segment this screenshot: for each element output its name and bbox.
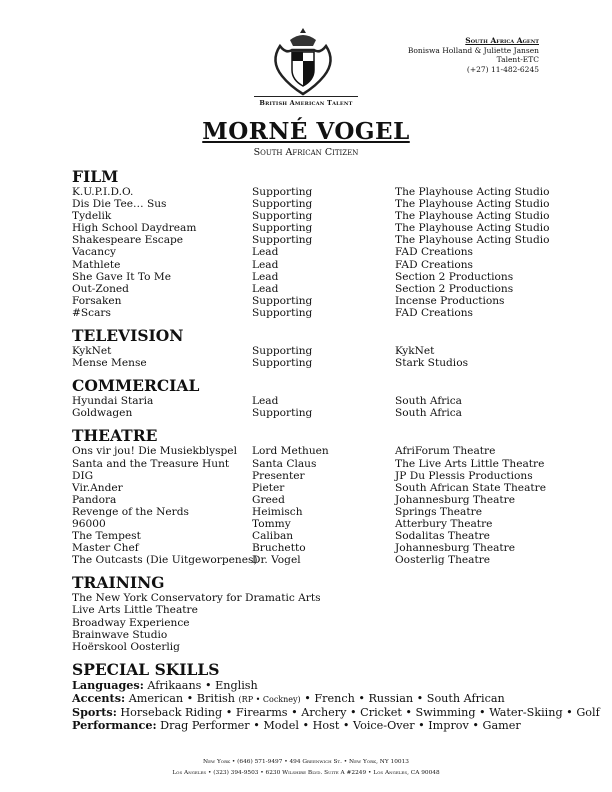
resume-body — [72, 167, 600, 741]
section-heading: THEATRE — [72, 426, 158, 446]
credit-project: #Scars — [72, 306, 111, 319]
credit-row — [72, 458, 552, 470]
languages-line — [72, 679, 552, 692]
credit-row — [72, 234, 552, 246]
credit-project: She Gave It To Me — [72, 270, 172, 283]
credit-row — [72, 283, 552, 295]
credit-role: Lead — [252, 395, 279, 408]
credit-company: Stark Studios — [395, 357, 469, 370]
credit-row — [72, 542, 552, 554]
credit-project: The Tempest — [72, 530, 141, 543]
training-item: Live Arts Little Theatre — [72, 604, 198, 617]
credit-company: The Playhouse Acting Studio — [395, 234, 550, 247]
training-item: Brainwave Studio — [72, 628, 168, 641]
credit-project: Pandora — [72, 493, 117, 506]
credit-role: Lead — [252, 282, 279, 295]
credit-company: South Africa — [395, 395, 462, 408]
credit-row — [72, 186, 552, 198]
sports-label: Sports: — [72, 705, 117, 720]
logo-divider — [254, 96, 358, 97]
credit-role: Bruchetto — [252, 542, 306, 555]
credit-role: Lead — [252, 258, 279, 271]
credit-row — [72, 307, 552, 319]
credit-project: Out-Zoned — [72, 282, 129, 295]
credit-role: Tommy — [252, 517, 291, 530]
footer — [0, 757, 612, 778]
agent-names: Boniswa Holland & Juliette Jansen — [407, 45, 539, 55]
credit-role: Pieter — [252, 481, 285, 494]
credit-project: Forsaken — [72, 294, 122, 307]
credit-project: High School Daydream — [72, 222, 197, 235]
credit-role: Dr. Vogel — [252, 554, 301, 567]
credit-role: Supporting — [252, 210, 313, 223]
credit-project: K.U.P.I.D.O. — [72, 186, 134, 198]
credit-role: Supporting — [252, 234, 313, 247]
agent-phone: (+27) 11-482-6245 — [466, 64, 539, 74]
credit-company: The Playhouse Acting Studio — [395, 198, 550, 211]
credit-company: FAD Creations — [395, 306, 473, 319]
skills-section — [72, 659, 600, 733]
section-heading: FILM — [72, 167, 119, 186]
credit-role: Supporting — [252, 198, 313, 211]
credit-row — [72, 345, 552, 357]
credit-project: Mathlete — [72, 258, 121, 271]
credit-project: Vacancy — [72, 246, 116, 259]
credit-role: Lead — [252, 270, 279, 283]
credit-company: KykNet — [395, 345, 435, 358]
credit-role: Supporting — [252, 407, 313, 420]
performance-label: Performance: — [72, 718, 157, 733]
credit-role: Supporting — [252, 222, 313, 235]
credit-role: Santa Claus — [252, 457, 317, 470]
credit-project: Dis Die Tee… Sus — [72, 198, 167, 211]
credit-project: Goldwagen — [72, 407, 133, 420]
credit-company: Johannesburg Theatre — [395, 493, 515, 506]
agent-block — [408, 36, 539, 74]
credit-row — [72, 295, 552, 307]
accents-value-2: • French • Russian • South African — [304, 692, 505, 706]
training-item: Hoërskool Oosterlig — [72, 640, 180, 653]
training-section — [72, 574, 552, 652]
credit-role: Lead — [252, 246, 279, 259]
credit-row — [72, 395, 552, 407]
credit-company: Johannesburg Theatre — [395, 542, 515, 555]
credit-company: The Playhouse Acting Studio — [395, 186, 550, 198]
actor-name: MORNÉ VOGEL — [202, 118, 410, 145]
credit-row — [72, 482, 552, 494]
credit-project: KykNet — [72, 345, 112, 358]
commercial-section — [72, 377, 552, 419]
credit-company: Springs Theatre — [395, 505, 482, 518]
credit-company: Sodalitas Theatre — [395, 530, 490, 543]
credit-project: The Outcasts (Die Uitgeworpenes) — [72, 554, 258, 567]
crest-logo — [268, 26, 338, 96]
theatre-section — [72, 427, 552, 566]
credit-row — [72, 259, 552, 271]
credit-role: Presenter — [252, 469, 305, 482]
performance-line — [72, 719, 552, 732]
accents-label: Accents: — [72, 691, 126, 706]
section-heading: COMMERCIAL — [72, 376, 200, 396]
credit-row — [72, 518, 552, 530]
credit-role: Heimisch — [252, 505, 303, 518]
credit-project: Ons vir jou! Die Musiekblyspel — [72, 445, 237, 458]
credit-company: JP Du Plessis Productions — [395, 469, 533, 482]
credit-row — [72, 554, 552, 566]
credit-project: Hyundai Staria — [72, 395, 154, 408]
credit-role: Caliban — [252, 530, 294, 543]
training-item: Broadway Experience — [72, 616, 190, 629]
agent-title: South Africa Agent — [465, 36, 539, 45]
credit-project: Mense Mense — [72, 357, 147, 370]
credit-project: Shakespeare Escape — [72, 234, 184, 247]
credit-row — [72, 407, 552, 419]
footer-la: Los Angeles • (323) 394-9503 • 6230 Wilshire Blvd. Suite A #2249 • Los Angeles, CA 90048 — [172, 769, 440, 776]
section-heading: TELEVISION — [72, 326, 184, 346]
credit-row — [72, 494, 552, 506]
film-section — [72, 168, 552, 319]
credit-role: Supporting — [252, 294, 313, 307]
credit-company: The Playhouse Acting Studio — [395, 222, 550, 235]
credit-company: FAD Creations — [395, 246, 473, 259]
television-section — [72, 327, 552, 369]
credit-project: Master Chef — [72, 542, 139, 555]
credit-row — [72, 210, 552, 222]
credit-row — [72, 506, 552, 518]
credit-company: Oosterlig Theatre — [395, 554, 491, 567]
section-heading: TRAINING — [72, 573, 165, 593]
credit-company: AfriForum Theatre — [395, 445, 496, 458]
credit-role: Supporting — [252, 357, 313, 370]
footer-ny: New York • (646) 571-9497 • 494 Greenwich St. • New York, NY 10013 — [203, 759, 409, 765]
credit-row — [72, 530, 552, 542]
credit-company: Atterbury Theatre — [395, 517, 493, 530]
credit-row — [72, 470, 552, 482]
sports-value: Horseback Riding • Firearms • Archery • Cricket • Swimming • Water-Skiing • Golf — [120, 706, 600, 720]
credit-role: Lord Methuen — [252, 445, 329, 458]
credit-project: Revenge of the Nerds — [72, 505, 189, 518]
languages-label: Languages: — [72, 677, 144, 692]
credit-company: South Africa — [395, 407, 462, 420]
credit-project: 96000 — [72, 517, 106, 530]
credit-row — [72, 198, 552, 210]
credit-row — [72, 222, 552, 234]
credit-project: Santa and the Treasure Hunt — [72, 457, 230, 470]
credit-company: South African State Theatre — [395, 481, 546, 494]
training-item: The New York Conservatory for Dramatic Arts — [72, 592, 321, 605]
credit-company: Incense Productions — [395, 294, 505, 307]
credit-project: DIG — [72, 469, 94, 482]
agency-name: British American Talent — [259, 99, 353, 107]
credit-row — [72, 357, 552, 369]
credit-company: Section 2 Productions — [395, 282, 514, 295]
credit-project: Tydelik — [72, 210, 112, 223]
accents-detail: (RP • Cockney) — [238, 695, 301, 705]
accents-line — [72, 692, 552, 706]
credit-role: Supporting — [252, 306, 313, 319]
section-heading: SPECIAL SKILLS — [72, 659, 220, 679]
agent-company: Talent-ETC — [496, 55, 539, 65]
credit-row — [72, 445, 552, 457]
accents-value: American • British — [128, 692, 235, 706]
credit-company: Section 2 Productions — [395, 270, 514, 283]
credit-company: The Playhouse Acting Studio — [395, 210, 550, 223]
citizenship: South African Citizen — [253, 147, 359, 158]
credit-row — [72, 246, 552, 258]
credit-row — [72, 271, 552, 283]
credit-role: Supporting — [252, 186, 313, 198]
credit-company: FAD Creations — [395, 258, 473, 271]
credit-role: Greed — [252, 493, 285, 506]
credit-project: Vir.Ander — [72, 481, 123, 494]
performance-value: Drag Performer • Model • Host • Voice-Over • Improv • Gamer — [160, 719, 521, 733]
credit-company: The Live Arts Little Theatre — [395, 457, 545, 470]
credit-role: Supporting — [252, 345, 313, 358]
languages-value: Afrikaans • English — [147, 678, 258, 692]
